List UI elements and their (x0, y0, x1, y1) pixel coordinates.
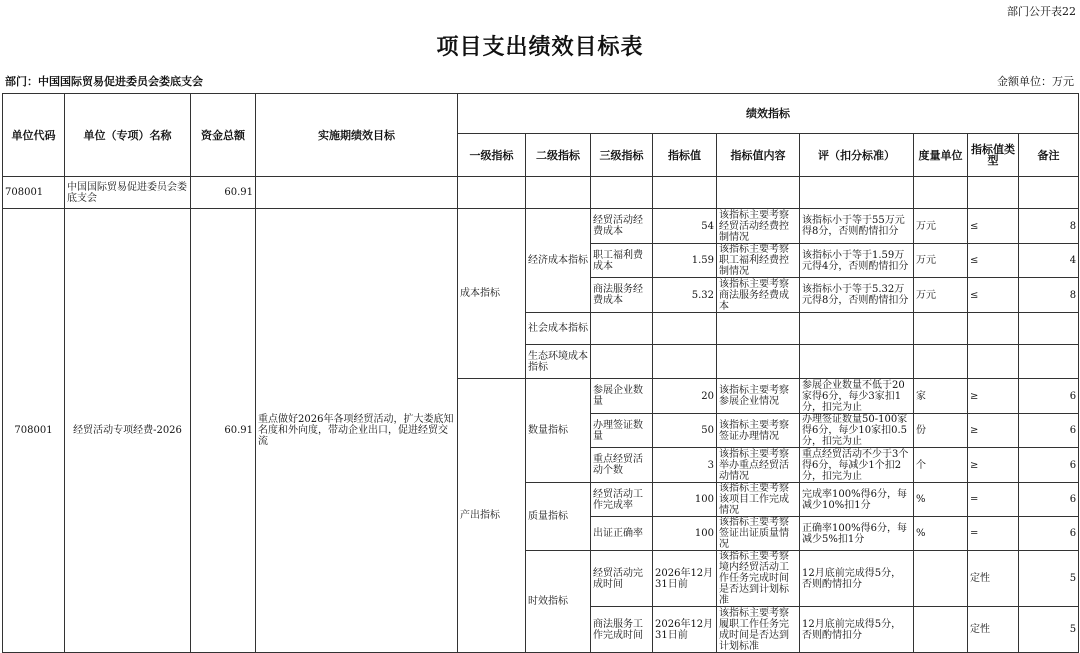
row-scoring: 重点经贸活动不少于3个得6分，每减少1个扣2分，扣完为止 (800, 448, 914, 483)
summary-goal (256, 177, 458, 209)
row-content: 该指标主要考察职工福利经费控制情况 (717, 244, 800, 278)
level2-quantity: 数量指标 (526, 379, 591, 483)
header-goal: 实施期绩效目标 (256, 94, 458, 177)
table-row (3, 209, 1079, 244)
row-unit (914, 551, 968, 607)
row-content: 该指标主要考察签证办理情况 (717, 414, 800, 448)
row-level3: 经贸活动完成时间 (591, 551, 653, 607)
row-unit (914, 607, 968, 653)
header-value: 指标值 (653, 134, 717, 177)
row-value: 1.59 (653, 244, 717, 278)
row-remark: 4 (1019, 244, 1079, 278)
row-level3: 商法服务工作完成时间 (591, 607, 653, 653)
row-unit: % (914, 483, 968, 517)
table-number: 部门公开表22 (1007, 5, 1076, 18)
project-code: 708001 (3, 209, 65, 653)
row-type: ≥ (968, 379, 1019, 414)
row-value: 2026年12月31日前 (653, 551, 717, 607)
row-value: 5.32 (653, 278, 717, 313)
row-unit: 万元 (914, 209, 968, 244)
header-unit-name: 单位（专项）名称 (65, 94, 191, 177)
row-level3: 办理签证数量 (591, 414, 653, 448)
row-unit: % (914, 517, 968, 551)
row-value: 2026年12月31日前 (653, 607, 717, 653)
row-unit: 份 (914, 414, 968, 448)
summary-amount: 60.91 (191, 177, 256, 209)
row-type: = (968, 483, 1019, 517)
row-value: 20 (653, 379, 717, 414)
row-type: 定性 (968, 551, 1019, 607)
row-scoring: 该指标小于等于55万元得8分，否则酌情扣分 (800, 209, 914, 244)
row-level3: 参展企业数量 (591, 379, 653, 414)
header-unit-code: 单位代码 (3, 94, 65, 177)
header-level2: 二级指标 (526, 134, 591, 177)
row-remark: 6 (1019, 448, 1079, 483)
row-remark: 5 (1019, 551, 1079, 607)
row-remark: 8 (1019, 278, 1079, 313)
summary-name: 中国国际贸易促进委员会娄底支会 (65, 177, 191, 209)
row-type: ≤ (968, 278, 1019, 313)
project-name: 经贸活动专项经费-2026 (65, 209, 191, 653)
row-type: ≤ (968, 209, 1019, 244)
row-content: 该指标主要考察履职工作任务完成时间是否达到计划标准 (717, 607, 800, 653)
row-content: 该指标主要考察签证出证质量情况 (717, 517, 800, 551)
row-content: 该指标主要考察境内经贸活动工作任务完成时间是否达到计划标准 (717, 551, 800, 607)
row-level3: 出证正确率 (591, 517, 653, 551)
row-scoring: 12月底前完成得5分，否则酌情扣分 (800, 551, 914, 607)
row-scoring: 该指标小于等于1.59万元得4分，否则酌情扣分 (800, 244, 914, 278)
row-content: 该指标主要考察参展企业情况 (717, 379, 800, 414)
row-scoring: 参展企业数量不低于20家得6分，每少3家扣1分，扣完为止 (800, 379, 914, 414)
row-level3: 经贸活动经费成本 (591, 209, 653, 244)
row-level3: 重点经贸活动个数 (591, 448, 653, 483)
row-unit: 个 (914, 448, 968, 483)
row-level3: 商法服务经费成本 (591, 278, 653, 313)
row-remark: 6 (1019, 483, 1079, 517)
row-scoring: 正确率100%得6分，每减少5%扣1分 (800, 517, 914, 551)
row-content: 该指标主要考察举办重点经贸活动情况 (717, 448, 800, 483)
row-value: 100 (653, 517, 717, 551)
row-remark: 8 (1019, 209, 1079, 244)
level2-social-cost: 社会成本指标 (526, 313, 591, 345)
row-content: 该指标主要考察经贸活动经费控制情况 (717, 209, 800, 244)
row-remark: 6 (1019, 517, 1079, 551)
row-scoring: 办理签证数量50-100家得6分，每少10家扣0.5分，扣完为止 (800, 414, 914, 448)
performance-table (2, 93, 1079, 653)
row-remark: 5 (1019, 607, 1079, 653)
department-label: 部门：中国国际贸易促进委员会娄底支会 (5, 75, 203, 88)
row-type: ≥ (968, 414, 1019, 448)
row-type: ≥ (968, 448, 1019, 483)
row-level3: 经贸活动工作完成率 (591, 483, 653, 517)
row-content: 该指标主要考察该项目工作完成情况 (717, 483, 800, 517)
row-scoring: 12月底前完成得5分，否则酌情扣分 (800, 607, 914, 653)
summary-code: 708001 (3, 177, 65, 209)
header-total-funds: 资金总额 (191, 94, 256, 177)
row-remark: 6 (1019, 414, 1079, 448)
row-level3: 职工福利费成本 (591, 244, 653, 278)
row-value: 3 (653, 448, 717, 483)
project-amount: 60.91 (191, 209, 256, 653)
summary-row (3, 177, 1079, 209)
level2-timeliness: 时效指标 (526, 551, 591, 653)
row-remark: 6 (1019, 379, 1079, 414)
row-type: 定性 (968, 607, 1019, 653)
row-type: ≤ (968, 244, 1019, 278)
header-measure-unit: 度量单位 (914, 134, 968, 177)
level1-cost: 成本指标 (458, 209, 526, 379)
page-title: 项目支出绩效目标表 (436, 34, 644, 60)
header-value-type: 指标值类型 (968, 134, 1019, 177)
row-scoring: 完成率100%得6分，每减少10%扣1分 (800, 483, 914, 517)
row-content: 该指标主要考察商法服务经费成本 (717, 278, 800, 313)
header-indicators: 绩效指标 (458, 94, 1079, 134)
header-scoring: 评（扣分标准） (800, 134, 914, 177)
row-type: = (968, 517, 1019, 551)
level2-eco-cost: 生态环境成本指标 (526, 345, 591, 379)
row-value: 50 (653, 414, 717, 448)
row-unit: 万元 (914, 244, 968, 278)
level2-quality: 质量指标 (526, 483, 591, 551)
level2-economic-cost: 经济成本指标 (526, 209, 591, 313)
row-value: 54 (653, 209, 717, 244)
header-level1: 一级指标 (458, 134, 526, 177)
level1-output: 产出指标 (458, 379, 526, 653)
amount-unit-label: 金额单位：万元 (997, 75, 1074, 88)
header-level3: 三级指标 (591, 134, 653, 177)
header-content: 指标值内容 (717, 134, 800, 177)
project-goal: 重点做好2026年各项经贸活动，扩大娄底知名度和外向度，带动企业出口，促进经贸交流 (256, 209, 458, 653)
header-remark: 备注 (1019, 134, 1079, 177)
row-value: 100 (653, 483, 717, 517)
row-scoring: 该指标小于等于5.32万元得8分，否则酌情扣分 (800, 278, 914, 313)
row-unit: 家 (914, 379, 968, 414)
row-unit: 万元 (914, 278, 968, 313)
